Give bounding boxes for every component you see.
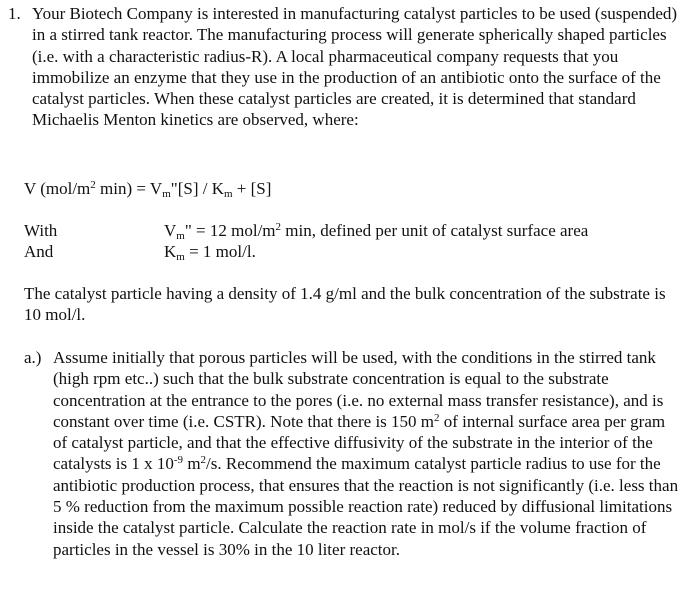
given-label: And [24,242,54,262]
michaelis-menten-equation [24,178,271,199]
part-a-sup-1: 2 [434,411,440,424]
given-row-vm [24,220,674,241]
part-a-label: a.) [24,348,42,367]
given-subscript: m [176,230,185,242]
eq-lhs-a: V (mol/m [24,179,91,198]
given-symbol: V [164,221,177,240]
eq-rhs-b: + [S] [232,179,272,198]
part-a-text-4: /s. Recommend the maximum catalyst particle radius to use for the antibiotic production process, that ensures that the reaction is not significantly (i.e. less than 5 % reduction from the maximum possible reaction rate) reduced by diffusional limitations inside the catalyst particle. Calculate the reaction rate in mol/s if the volume fraction of particles in the vessel is 30% in the 10 liter reactor. [53,454,679,559]
given-symbol: K [164,242,177,262]
given-row-km [24,241,674,262]
given-value [164,220,588,241]
catalyst-density-paragraph: The catalyst particle having a density of 1.4 g/ml and the bulk concentration of the substrate is 10 mol/l. [24,284,666,325]
given-subscript: m [176,251,185,264]
given-superscript: 2 [275,221,282,233]
given-parameters [24,220,674,263]
given-value-a: " = 12 mol/m [184,221,276,240]
eq-vm-sub: m [162,188,171,200]
eq-lhs-b: min) = V [95,179,163,198]
eq-km-sub: m [223,188,233,200]
part-a-text [53,347,681,560]
question-intro: Your Biotech Company is interested in manufacturing catalyst particles to be used (suspended) in a stirred tank reactor. The manufacturing process will generate spherically shaped particles (i.e. with a characteristic radius-R). A local pharmaceutical company requests that you immobilize an enzyme that they use in the production of an antibiotic onto the surface of the catalyst particles. When these catalyst particles are created, it is determined that standard Michaelis Menton kinetics are observed, where: [32,4,678,130]
given-value-b: min, defined per unit of catalyst surface area [281,221,589,240]
part-a-sup-2: -9 [173,454,184,467]
part-a-text-1: Assume initially that porous particles will be used, with the conditions in the stirred tank (high rpm etc..) such that the bulk substrate concentration is equal to the substrate concentration at the entrance to the pores (i.e. no external mass transfer resistance), and is constant over time (i.e. CSTR). Note that there is 150 m [53,348,664,431]
part-a-text-2: of internal surface area per gram of catalyst particle, and that the effective diffusivity of the substrate in the interior of the catalysts is 1 x 10 [53,411,666,474]
question-number: 1. [8,4,21,23]
given-value-a: = 1 mol/l. [184,242,256,262]
eq-rhs-a: "[S] / K [170,179,224,198]
part-a-sup-3: 2 [200,454,207,467]
given-value [164,241,256,262]
part-a-text-3: m [183,454,201,474]
eq-lhs-exp: 2 [90,179,96,191]
given-label: With [24,221,58,240]
